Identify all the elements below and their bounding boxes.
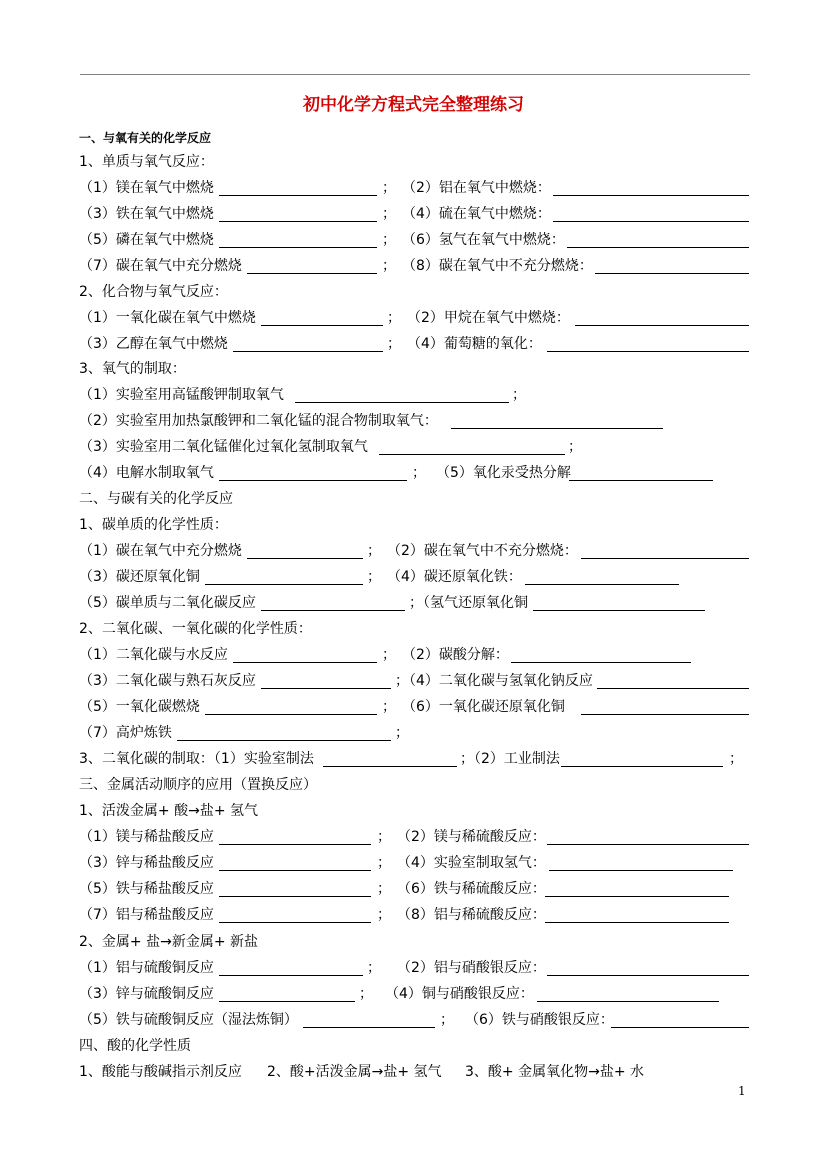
answer-blank[interactable] [219,247,377,248]
line-text: ； [440,1012,454,1028]
line-text: 四、酸的化学性质 [79,1038,191,1054]
answer-blank[interactable] [295,402,509,403]
line-text: （4）碳还原氧化铁： [387,569,522,585]
line-text: 2、金属+ 盐→新金属+ 新盐 [79,934,258,950]
answer-blank[interactable] [553,195,749,196]
line-text: （3）碳还原氧化铜 [79,569,200,585]
answer-blank[interactable] [595,273,749,274]
answer-blank[interactable] [561,766,723,767]
answer-blank[interactable] [219,975,363,976]
line-text: ； [382,647,396,663]
line-text: ； [387,336,401,352]
answer-blank[interactable] [219,195,377,196]
line-text: 2、化合物与氧气反应： [79,284,228,300]
answer-blank[interactable] [567,247,749,248]
line-text: （8）碳在氧气中不充分燃烧： [402,258,593,274]
line-text: （7）铝与稀盐酸反应 [79,907,214,923]
line-text: （5）铁与稀盐酸反应 [79,881,214,897]
answer-blank[interactable] [525,584,679,585]
line-text: （6）铁与硝酸银反应： [465,1012,614,1028]
answer-blank[interactable] [219,221,377,222]
answer-blank[interactable] [611,1027,749,1028]
line-text: （2）碳在氧气中不充分燃烧： [387,543,578,559]
line-text: （8）铝与稀硫酸反应： [397,907,546,923]
answer-blank[interactable] [553,221,749,222]
answer-blank[interactable] [219,922,371,923]
line-text: （5）碳单质与二氧化碳反应 [79,595,256,611]
line-text: 一、与氧有关的化学反应 [79,131,212,145]
answer-blank[interactable] [547,975,749,976]
line-text: （3）锌与稀盐酸反应 [79,855,214,871]
answer-blank[interactable] [247,273,377,274]
line-text: ；（2）工业制法 [460,751,560,767]
answer-blank[interactable] [233,662,377,663]
line-text: ； [382,180,396,196]
header-rule [80,74,750,75]
answer-blank[interactable] [205,584,363,585]
answer-blank[interactable] [545,896,729,897]
line-text: （6）铁与稀硫酸反应： [397,881,546,897]
line-text: ； [367,543,381,559]
line-text: ； [382,206,396,222]
answer-blank[interactable] [537,1001,719,1002]
answer-blank[interactable] [575,325,749,326]
line-text: （1）二氧化碳与水反应 [79,647,228,663]
line-text: （7）碳在氧气中充分燃烧 [79,258,242,274]
line-text: （5）磷在氧气中燃烧 [79,232,214,248]
answer-blank[interactable] [581,558,749,559]
line-text: 二、与碳有关的化学反应 [79,491,233,507]
answer-blank[interactable] [581,714,749,715]
line-text: （1）碳在氧气中充分燃烧 [79,543,242,559]
line-text: （4）电解水制取氧气 [79,465,214,481]
line-text: （1）铝与硫酸铜反应 [79,960,214,976]
line-text: ； [729,751,743,767]
answer-blank[interactable] [177,740,391,741]
line-text: ； [387,310,401,326]
answer-blank[interactable] [205,714,377,715]
page-title: 初中化学方程式完全整理练习 [303,95,524,115]
line-text: 1、活泼金属+ 酸→盐+ 氢气 [79,803,258,819]
answer-blank[interactable] [451,428,663,429]
answer-blank[interactable] [219,480,407,481]
line-text: （4）硫在氧气中燃烧： [402,206,551,222]
line-text: （3）乙醇在氧气中燃烧 [79,336,228,352]
line-text: （2）碳酸分解： [402,647,509,663]
line-text: ； [359,986,373,1002]
line-text: 3、酸+ 金属氧化物→盐+ 水 [465,1064,644,1080]
line-text: （3）实验室用二氧化锰催化过氧化氢制取氧气 [79,439,368,455]
line-text: （5）一氧化碳燃烧 [79,699,200,715]
answer-blank[interactable] [303,1027,435,1028]
line-text: 1、单质与氧气反应： [79,154,214,170]
line-text: （6）氢气在氧气中燃烧： [402,232,565,248]
answer-blank[interactable] [261,610,405,611]
answer-blank[interactable] [545,922,729,923]
line-text: （4）葡萄糖的氧化： [407,336,542,352]
answer-blank[interactable] [597,688,749,689]
line-text: ； [377,855,391,871]
line-text: （2）实验室用加热氯酸钾和二氧化锰的混合物制取氧气： [79,413,438,429]
line-text: ； [377,881,391,897]
line-text: 1、酸能与酸碱指示剂反应 [79,1064,242,1080]
line-text: ； [377,907,391,923]
line-text: ；（氢气还原氧化铜 [409,595,528,611]
line-text: （3）锌与硫酸铜反应 [79,986,214,1002]
line-text: ；（4）二氧化碳与氢氧化钠反应 [395,673,593,689]
page-number: 1 [738,1084,746,1098]
line-text: ； [367,960,381,976]
line-text: ； [367,569,381,585]
line-text: ； [412,465,426,481]
answer-blank[interactable] [261,325,383,326]
line-text: 2、酸+活泼金属→盐+ 氢气 [267,1064,442,1080]
line-text: ； [382,699,396,715]
line-text: （2）甲烷在氧气中燃烧： [407,310,570,326]
answer-blank[interactable] [219,844,371,845]
line-text: （2）铝在氧气中燃烧： [402,180,551,196]
answer-blank[interactable] [511,662,691,663]
line-text: ； [382,232,396,248]
line-text: （2）铝与硝酸银反应： [397,960,546,976]
line-text: （5）氧化汞受热分解 [436,465,571,481]
answer-blank[interactable] [219,1001,355,1002]
line-text: （3）铁在氧气中燃烧 [79,206,214,222]
answer-blank[interactable] [247,558,363,559]
line-text: （4）铜与硝酸银反应： [385,986,534,1002]
line-text: ； [568,439,582,455]
line-text: （4）实验室制取氢气： [397,855,546,871]
line-text: 3、二氧化碳的制取：（1）实验室制法 [79,751,314,767]
answer-blank[interactable] [261,688,391,689]
answer-blank[interactable] [219,896,371,897]
line-text: （6）一氧化碳还原氧化铜 [402,699,565,715]
line-text: 1、碳单质的化学性质： [79,517,228,533]
line-text: （1）一氧化碳在氧气中燃烧 [79,310,256,326]
line-text: 2、二氧化碳、一氧化碳的化学性质： [79,621,312,637]
line-text: （1）实验室用高锰酸钾制取氧气 [79,387,284,403]
answer-blank[interactable] [323,766,457,767]
answer-blank[interactable] [547,351,749,352]
answer-blank[interactable] [569,480,713,481]
line-text: 3、氧气的制取： [79,361,186,377]
line-text: ； [512,387,526,403]
answer-blank[interactable] [533,610,705,611]
line-text: （1）镁在氧气中燃烧 [79,180,214,196]
answer-blank[interactable] [549,870,733,871]
answer-blank[interactable] [547,844,749,845]
answer-blank[interactable] [219,870,371,871]
answer-blank[interactable] [233,351,383,352]
line-text: ； [377,829,391,845]
answer-blank[interactable] [379,454,565,455]
line-text: ； [395,725,409,741]
line-text: （2）镁与稀硫酸反应： [397,829,546,845]
line-text: 三、金属活动顺序的应用（置换反应） [79,777,317,793]
line-text: （7）高炉炼铁 [79,725,172,741]
line-text: （3）二氧化碳与熟石灰反应 [79,673,256,689]
line-text: （5）铁与硫酸铜反应（湿法炼铜） [79,1012,298,1028]
line-text: ； [382,258,396,274]
line-text: （1）镁与稀盐酸反应 [79,829,214,845]
